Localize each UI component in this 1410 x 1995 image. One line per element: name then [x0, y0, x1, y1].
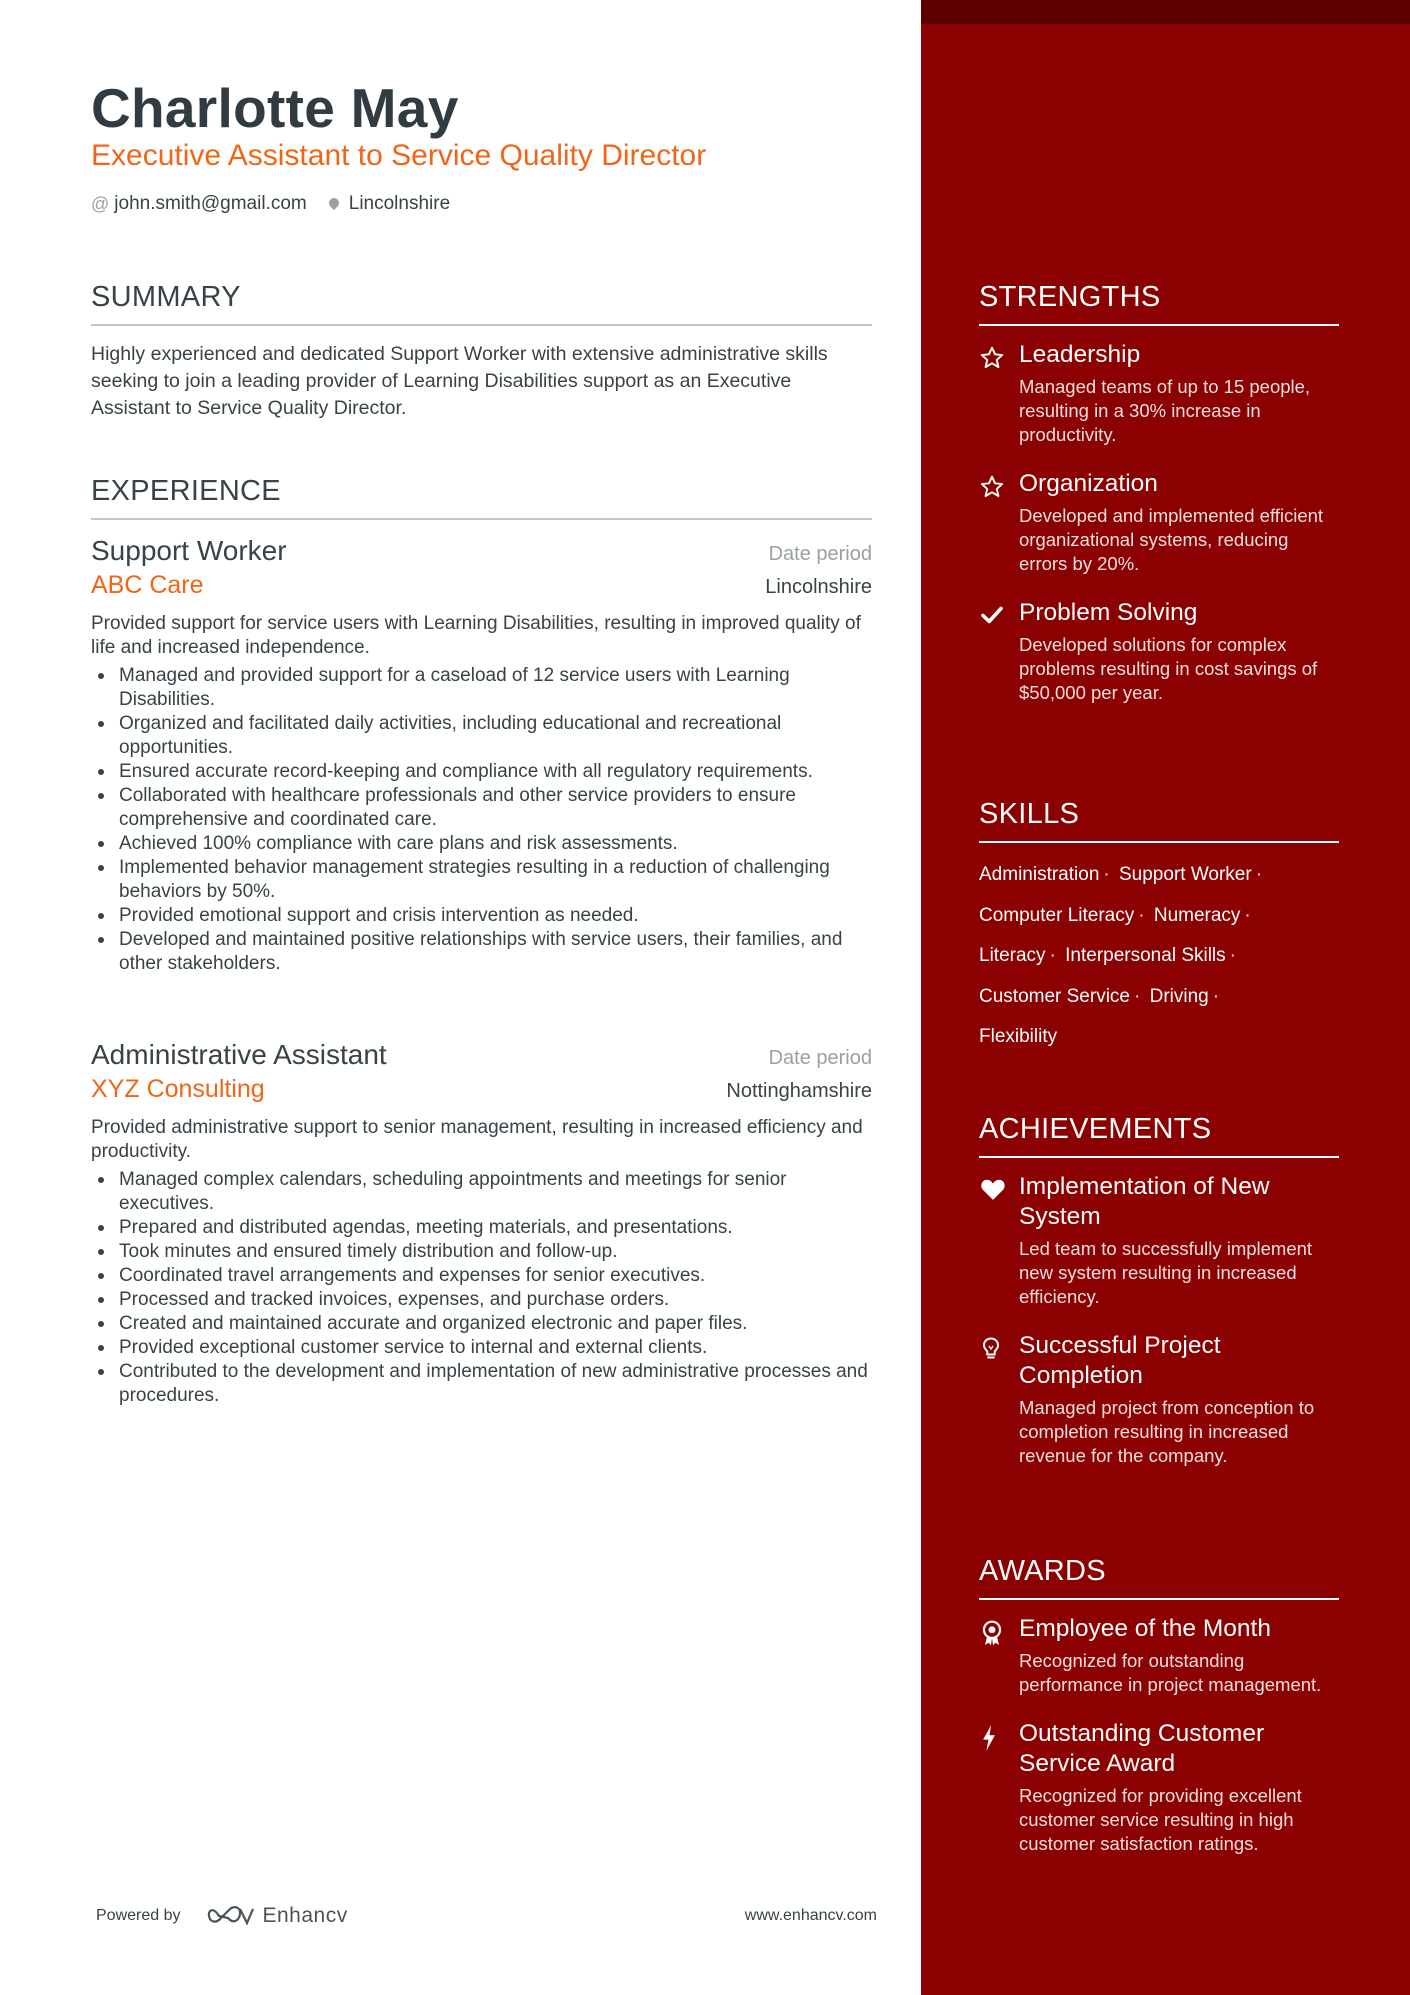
candidate-name: Charlotte May: [91, 77, 459, 139]
email-text: john.smith@gmail.com: [114, 193, 307, 214]
star-outline-icon: [979, 469, 1019, 500]
award-desc: Recognized for outstanding performance in project management.: [1019, 1650, 1322, 1695]
skill-tag: Administration ·: [979, 864, 1110, 885]
job-bullets: [91, 1168, 872, 1408]
achievement-item: [979, 1172, 1339, 1309]
lightbulb-icon: [979, 1331, 1019, 1362]
award-title: Employee of the Month: [1019, 1615, 1271, 1642]
strength-title: Organization: [1019, 470, 1158, 497]
achievement-item: [979, 1331, 1339, 1468]
sidebar-top-band: [921, 0, 1410, 24]
job-description: Provided administrative support to senior management, resulting in increased efficiency and productivity.: [91, 1117, 863, 1162]
job-location: Nottinghamshire: [726, 1080, 872, 1102]
strength-desc: Developed solutions for complex problems resulting in cost savings of $50,000 per year.: [1019, 634, 1318, 703]
skill-tag: Driving ·: [1149, 985, 1220, 1007]
award-item: [979, 1719, 1339, 1856]
map-pin-icon: [327, 196, 341, 210]
job-bullet: Processed and tracked invoices, expenses, and purchase orders.: [91, 1288, 872, 1312]
contact-email[interactable]: [91, 193, 307, 215]
job-bullet: Provided exceptional customer service to internal and external clients.: [91, 1336, 872, 1360]
job-bullet: Took minutes and ensured timely distribution and follow-up.: [91, 1240, 872, 1264]
achievement-title: Successful Project Completion: [1019, 1332, 1221, 1389]
skill-tag: Literacy ·: [979, 945, 1056, 966]
enhancv-logo[interactable]: [207, 1904, 348, 1928]
experience-heading: EXPERIENCE: [91, 475, 872, 520]
summary-text: Highly experienced and dedicated Support Worker with extensive administrative skills seeking to join a leading provider of Learning Disabilities support as an Executive Assistant to Service Quality Director.: [91, 343, 828, 419]
job-location: Lincolnshire: [765, 576, 872, 598]
achievement-title: Implementation of New System: [1019, 1173, 1270, 1230]
award-medal-icon: [979, 1614, 1019, 1647]
job-bullet: Implemented behavior management strategies resulting in a reduction of challenging behaviors by 50%.: [91, 856, 872, 904]
powered-by-text: Powered by: [96, 1907, 181, 1924]
main-column: [91, 0, 877, 1995]
award-desc: Recognized for providing excellent customer service resulting in high customer satisfaction ratings.: [1019, 1785, 1302, 1854]
achievement-desc: Managed project from conception to completion resulting in increased revenue for the company.: [1019, 1397, 1315, 1466]
star-outline-icon: [979, 340, 1019, 371]
sidebar: [921, 0, 1410, 1995]
award-title: Outstanding Customer Service Award: [1019, 1720, 1265, 1777]
strengths-section: [979, 281, 1339, 705]
contact-row: [91, 193, 472, 215]
strength-item: [979, 469, 1339, 576]
job-title: Administrative Assistant: [91, 1039, 387, 1070]
job-bullet: Provided emotional support and crisis intervention as needed.: [91, 904, 872, 928]
strength-desc: Developed and implemented efficient organizational systems, reducing errors by 20%.: [1019, 505, 1324, 574]
strength-item: [979, 340, 1339, 447]
skill-tag: Customer Service ·: [979, 985, 1141, 1007]
job-bullet: Managed and provided support for a caseload of 12 service users with Learning Disabilities.: [91, 664, 872, 712]
achievements-heading: ACHIEVEMENTS: [979, 1113, 1339, 1158]
contact-location: [329, 193, 450, 215]
job-bullet: Ensured accurate record-keeping and compliance with all regulatory requirements.: [91, 760, 872, 784]
awards-section: [979, 1555, 1339, 1856]
achievements-section: [979, 1113, 1339, 1468]
summary-heading: SUMMARY: [91, 281, 872, 326]
job-bullet: Contributed to the development and implementation of new administrative processes and procedures.: [91, 1360, 872, 1408]
skill-tag: Interpersonal Skills ·: [1065, 945, 1236, 966]
enhancv-brand-text: Enhancv: [262, 1904, 348, 1927]
skills-heading: SKILLS: [979, 798, 1339, 843]
checkmark-icon: [979, 598, 1019, 627]
skill-tag: Numeracy ·: [1153, 904, 1251, 926]
heart-icon: [979, 1172, 1019, 1201]
job-company: ABC Care: [91, 571, 204, 599]
footer: [96, 1904, 877, 1928]
skill-tag: Computer Literacy ·: [979, 904, 1145, 926]
job-bullet: Coordinated travel arrangements and expenses for senior executives.: [91, 1264, 872, 1288]
job-company: XYZ Consulting: [91, 1075, 265, 1103]
job-bullet: Prepared and distributed agendas, meeting materials, and presentations.: [91, 1216, 872, 1240]
strength-desc: Managed teams of up to 15 people, resulting in a 30% increase in productivity.: [1019, 376, 1311, 445]
skills-list: [979, 855, 1339, 1058]
job-entry: [91, 1039, 872, 1408]
job-bullet: Created and maintained accurate and organized electronic and paper files.: [91, 1312, 872, 1336]
job-bullet: Collaborated with healthcare professionals and other service providers to ensure comprehensive and coordinated care.: [91, 784, 872, 832]
enhancv-logo-icon: [207, 1905, 255, 1927]
awards-heading: AWARDS: [979, 1555, 1339, 1600]
job-date: Date period: [768, 1047, 872, 1069]
award-item: [979, 1614, 1339, 1697]
website-link[interactable]: www.enhancv.com: [744, 1907, 877, 1924]
skills-section: [979, 798, 1339, 1058]
job-bullet: Managed complex calendars, scheduling appointments and meetings for senior executives.: [91, 1168, 872, 1216]
job-bullet: Achieved 100% compliance with care plans and risk assessments.: [91, 832, 872, 856]
lightning-bolt-icon: [979, 1719, 1019, 1752]
strength-title: Problem Solving: [1019, 599, 1198, 626]
strength-item: [979, 598, 1339, 705]
job-description: Provided support for service users with Learning Disabilities, resulting in improved quality of life and increased independence.: [91, 613, 861, 658]
strengths-heading: STRENGTHS: [979, 281, 1339, 326]
skill-tag: Support Worker ·: [1119, 864, 1263, 885]
skill-tag: Flexibility: [979, 1026, 1058, 1047]
job-date: Date period: [768, 543, 872, 565]
job-title: Support Worker: [91, 535, 287, 566]
candidate-title: Executive Assistant to Service Quality Director: [91, 139, 707, 172]
strength-title: Leadership: [1019, 341, 1141, 368]
location-text: Lincolnshire: [348, 193, 451, 214]
job-entry: [91, 535, 872, 976]
job-bullets: [91, 664, 872, 976]
at-sign-icon: @: [91, 193, 110, 214]
job-bullet: Developed and maintained positive relationships with service users, their families, and other stakeholders.: [91, 928, 872, 976]
job-bullet: Organized and facilitated daily activities, including educational and recreational opportunities.: [91, 712, 872, 760]
achievement-desc: Led team to successfully implement new system resulting in increased efficiency.: [1019, 1238, 1313, 1307]
